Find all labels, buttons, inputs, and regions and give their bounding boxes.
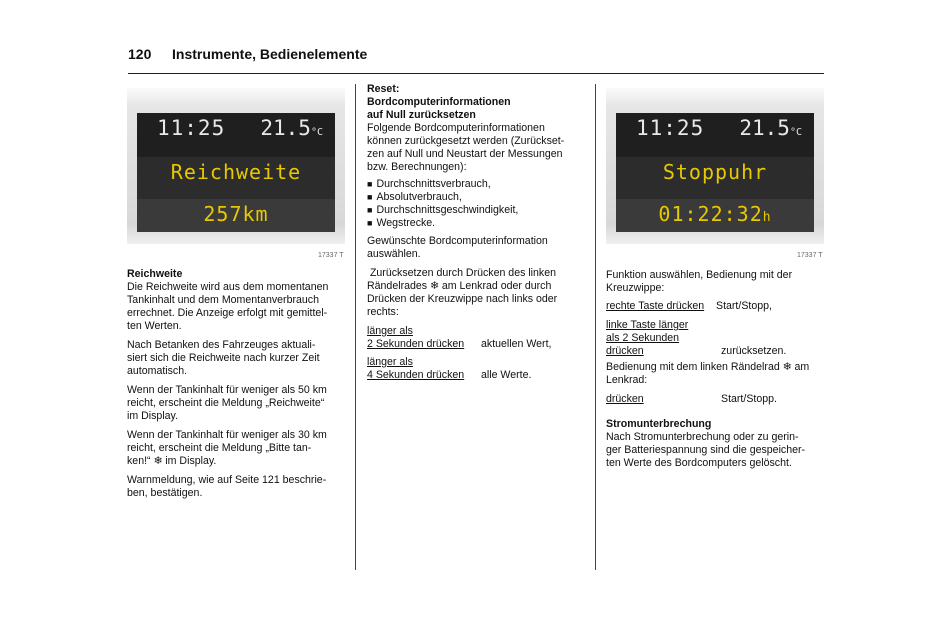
header-rule <box>128 73 824 74</box>
lcd-temperature: 21.5°C <box>260 116 323 140</box>
page-title: Instrumente, Bedienelemente <box>172 46 368 62</box>
reset-row-2: länger als 4 Sekunden drücken alle Werte. <box>367 356 532 381</box>
list-item: ■ Wegstrecke. <box>367 217 589 230</box>
figure-code: 17337 T <box>797 252 823 259</box>
figure-code: 17337 T <box>318 252 344 259</box>
section-heading: Reichweite <box>127 268 183 280</box>
lcd-label: Stoppuhr <box>662 160 768 184</box>
display-figure-reichweite <box>127 88 345 244</box>
list-item: ■ Durchschnittsgeschwindigkeit, <box>367 204 589 217</box>
stopwatch-row-2: linke Taste länger als 2 Sekunden drücken zurücksetzen. <box>606 319 787 357</box>
section-heading: Reset: <box>367 83 400 95</box>
section-heading: Stromunterbrechung <box>606 418 712 430</box>
lcd-screen <box>616 113 814 232</box>
list-item: ■ Absolutverbrauch, <box>367 191 589 204</box>
lcd-temperature: 21.5°C <box>739 116 802 140</box>
column-divider-1 <box>355 84 356 570</box>
lcd-screen <box>137 113 335 232</box>
column-divider-2 <box>595 84 596 570</box>
display-figure-stoppuhr <box>606 88 824 244</box>
lcd-label: Reichweite <box>170 160 302 184</box>
lcd-time: 11:25 <box>157 116 226 140</box>
lcd-value: 257km <box>203 202 269 226</box>
column-3-text: Funktion auswählen, Bedienung mit der Kreuzwippe: rechte Taste drücken Start/Stopp, linke Taste länger als 2 Sekunden drücken zurücksetzen. Bedienung mit dem linken Rändelrad ❄ am Lenkrad: drücken Start/Stopp. Stromunterbrechung Nach Stromunterbrechung oder zu gerin- ger Batteriespannung sind die gespeicher- ten Werte des Bordcomputers gelöscht. <box>606 269 828 470</box>
stopwatch-row-1: rechte Taste drücken Start/Stopp, <box>606 300 772 312</box>
page-number: 120 <box>128 46 152 62</box>
column-2-text: Reset: Bordcomputerinformationen auf Null zurücksetzen Folgende Bordcomputerinformationen können zurückgesetzt werden (Zurückset- zen auf Null und Neustart der Messungen bzw. Berechnungen): ■ Durchschnittsverbrauch, ■ Absolutverbrauch, ■ Durchschnittsgeschwindigkeit, ■ Wegstrecke. Gewünschte Bordcomputerinformation auswählen. Zurücksetzen durch Drücken des linken Rändelrades ❄ am Lenkrad oder durch Drücken der Kreuzwippe nach links oder rechts: länger als 2 Sekunden drücken aktuellen Wert, länger als 4 Sekunden drücken alle Werte. <box>367 83 589 382</box>
column-1-text: Reichweite Die Reichweite wird aus dem momentanen Tankinhalt und dem Momentanverbrauch errechnet. Die Anzeige erfolgt mit gemittel- ten Werten. Nach Betanken des Fahrzeuges aktuali- siert sich die Reichweite nach kurzer Zeit automatisch. Wenn der Tankinhalt für weniger als 50 km reicht, erscheint die Meldung „Reichweite“ im Display. Wenn der Tankinhalt für weniger als 30 km reicht, erscheint die Meldung „Bitte tan- ken!“ ❄ im Display. Warnmeldung, wie auf Seite 121 beschrie- ben, bestätigen. <box>127 268 349 500</box>
list-item: ■ Durchschnittsverbrauch, <box>367 178 589 191</box>
reset-row-1: länger als 2 Sekunden drücken aktuellen Wert, <box>367 325 552 350</box>
lcd-value: 01:22:32h <box>658 202 772 226</box>
lcd-time: 11:25 <box>636 116 705 140</box>
stopwatch-row-3: drücken Start/Stopp. <box>606 393 777 405</box>
